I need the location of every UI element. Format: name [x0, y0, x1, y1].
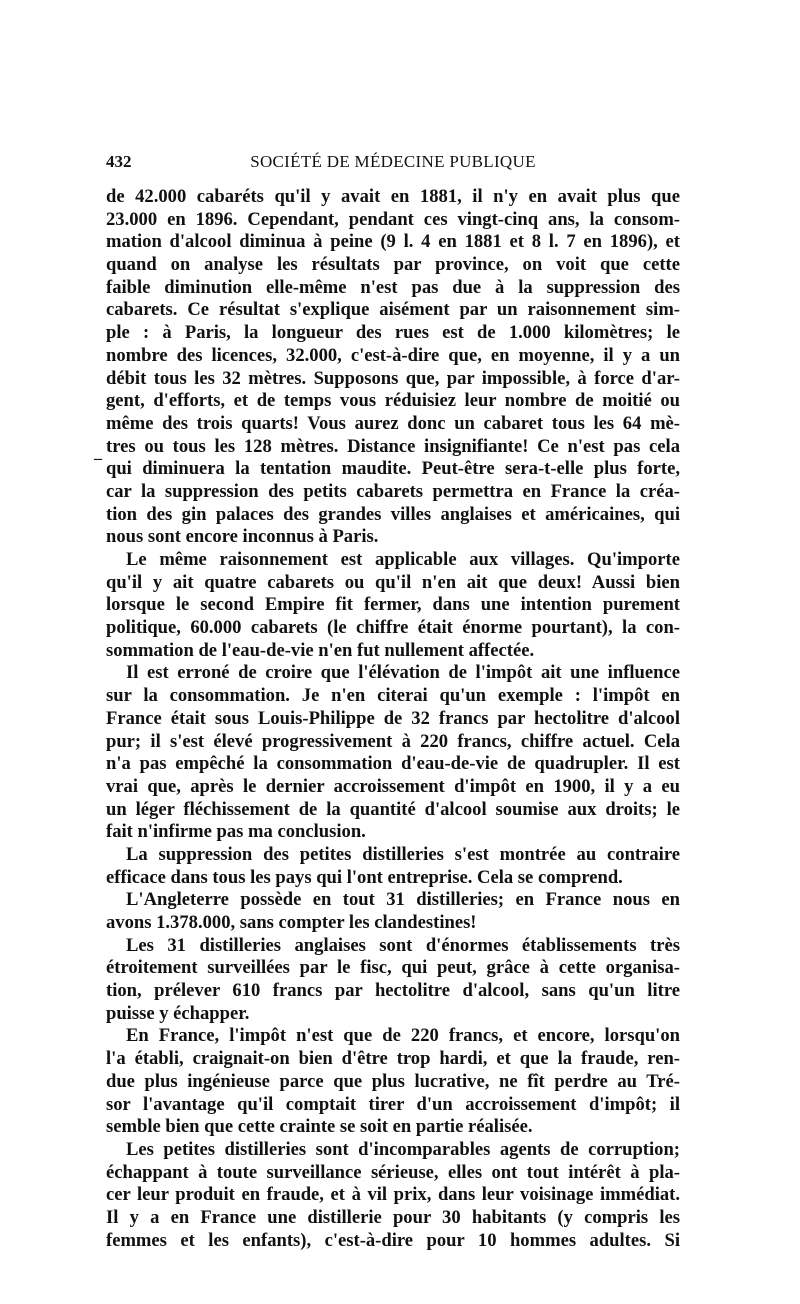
text-line: un léger fléchissement de la quantité d'alcool soumise aux droits; le — [106, 798, 680, 820]
margin-mark: _ — [94, 445, 102, 462]
text-line: politique, 60.000 cabarets (le chiffre était énorme pourtant), la con- — [106, 617, 680, 639]
text-line: ple : à Paris, la longueur des rues est de 1.000 kilomètres; le — [106, 322, 680, 344]
text-line: 23.000 en 1896. Cependant, pendant ces vingt-cinq ans, la consom- — [106, 208, 680, 230]
text-line: gent, d'efforts, et de temps vous réduisiez leur nombre de moitié ou — [106, 390, 680, 412]
text-line: vrai que, après le dernier accroissement d'impôt en 1900, il y a eu — [106, 775, 680, 797]
text-line: sur la consommation. Je n'en citerai qu'un exemple : l'impôt en — [106, 685, 680, 707]
text-line: nombre des licences, 32.000, c'est-à-dire que, en moyenne, il y a un — [106, 344, 680, 366]
text-line: avons 1.378.000, sans compter les clandestines! — [106, 912, 477, 933]
text-line: nous sont encore inconnus à Paris. — [106, 526, 379, 548]
running-title: SOCIÉTÉ DE MÉDECINE PUBLIQUE — [250, 152, 536, 171]
text-line: L'Angleterre possède en tout 31 distilleries; en France nous en — [126, 889, 680, 911]
text-line: cabarets. Ce résultat s'explique aisément par un raisonnement sim- — [106, 299, 680, 321]
text-line: qu'il y ait quatre cabarets ou qu'il n'en ait que deux! Aussi bien — [106, 571, 680, 593]
text-line: Il est erroné de croire que l'élévation de l'impôt ait une influence — [126, 662, 680, 684]
text-line: La suppression des petites distilleries s'est montrée au contraire — [126, 843, 680, 865]
text-line: de 42.000 cabaréts qu'il y avait en 1881, il n'y en avait plus que — [106, 186, 680, 207]
text-line: échappant à toute surveillance sérieuse, elles ont tout intérêt à pla- — [106, 1161, 680, 1183]
text-line: car la suppression des petits cabarets permettra en France la créa- — [106, 480, 680, 502]
text-line: tion, prélever 610 francs par hectolitre d'alcool, sans qu'un litre — [106, 980, 680, 1002]
text-line: lorsque le second Empire fit fermer, dans une intention purement — [106, 594, 680, 616]
page-header — [106, 152, 680, 178]
text-line: débit tous les 32 mètres. Supposons que, par impossible, à force d'ar- — [106, 367, 680, 389]
text-line: efficace dans tous les pays qui l'ont entreprise. Cela se comprend. — [106, 866, 623, 888]
page-number: 432 — [106, 152, 132, 171]
text-line: faible diminution elle-même n'est pas due à la suppression des — [106, 276, 680, 298]
text-line: cer leur produit en fraude, et à vil prix, dans leur voisinage immédiat. — [106, 1184, 680, 1206]
text-line: qui diminuera la tentation maudite. Peut-être sera-t-elle plus forte, — [106, 458, 680, 480]
text-line: n'a pas empêché la consommation d'eau-de-vie de quadrupler. Il est — [106, 753, 680, 775]
text-line: Les petites distilleries sont d'incomparables agents de corruption; — [126, 1138, 680, 1160]
body-text — [106, 186, 680, 1252]
text-line: étroitement surveillées par le fisc, qui peut, grâce à cette organisa- — [106, 957, 680, 979]
text-line: quand on analyse les résultats par province, on voit que cette — [106, 254, 680, 276]
text-line: puisse y échapper. — [106, 1002, 250, 1024]
text-line: France était sous Louis-Philippe de 32 francs par hectolitre d'alcool — [106, 707, 680, 729]
text-line: même des trois quarts! Vous aurez donc un cabaret tous les 64 mè- — [106, 412, 680, 434]
text-line: mation d'alcool diminua à peine (9 l. 4 en 1881 et 8 l. 7 en 1896), et — [106, 231, 680, 253]
text-line: due plus ingénieuse parce que plus lucrative, ne fît perdre au Tré- — [106, 1070, 680, 1092]
text-line: Le même raisonnement est applicable aux villages. Qu'importe — [126, 549, 680, 570]
text-line: sor l'avantage qu'il comptait tirer d'un accroissement d'impôt; il — [106, 1093, 680, 1115]
text-line: femmes et les enfants), c'est-à-dire pour 10 hommes adultes. Si — [106, 1229, 680, 1251]
text-line: En France, l'impôt n'est que de 220 francs, et encore, lorsqu'on — [126, 1025, 680, 1047]
text-line: tres ou tous les 128 mètres. Distance insignifiante! Ce n'est pas cela — [106, 435, 680, 457]
text-line: semble bien que cette crainte se soit en partie réalisée. — [106, 1116, 533, 1138]
text-line: pur; il s'est élevé progressivement à 220 francs, chiffre actuel. Cela — [106, 730, 680, 752]
text-line: l'a établi, craignait-on bien d'être trop hardi, et que la fraude, ren- — [106, 1048, 680, 1070]
text-line: Il y a en France une distillerie pour 30 habitants (y compris les — [106, 1206, 680, 1228]
text-line: fait n'infirme pas ma conclusion. — [106, 821, 366, 843]
text-line: tion des gin palaces des grandes villes anglaises et américaines, qui — [106, 503, 680, 525]
text-line: Les 31 distilleries anglaises sont d'énormes établissements très — [126, 934, 680, 956]
text-line: sommation de l'eau-de-vie n'en fut nullement affectée. — [106, 639, 535, 661]
